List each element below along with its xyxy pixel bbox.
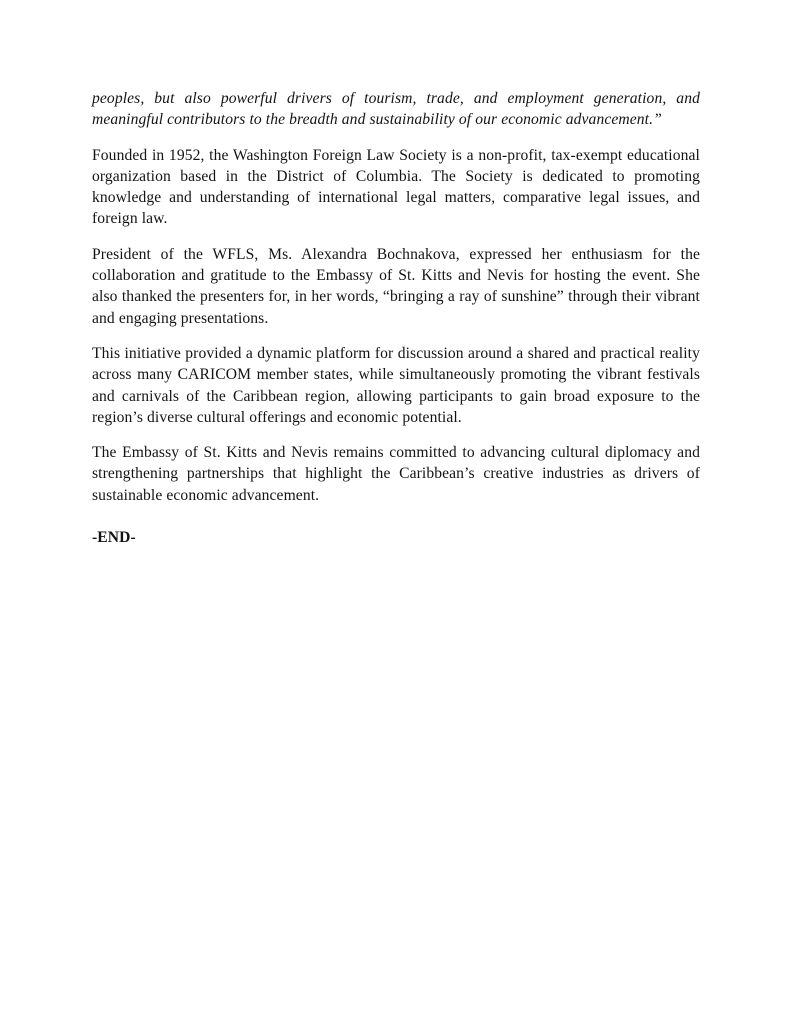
closing-commitment-paragraph: The Embassy of St. Kitts and Nevis remains committed to advancing cultural diplomacy and strengthening partnerships that highlight the Caribbean’s creative industries as drivers of sustainable economic advancement. xyxy=(92,444,700,504)
president-remarks-paragraph: President of the WFLS, Ms. Alexandra Bochnakova, expressed her enthusiasm for the collaboration and gratitude to the Embassy of St. Kitts and Nevis for hosting the event. She also thanked the presenters for, in her words, “bringing a ray of sunshine” through their vibrant and engaging presentations. xyxy=(92,245,700,327)
quote-continuation-paragraph: peoples, but also powerful drivers of tourism, trade, and employment generation, and meaningful contributors to the breadth and sustainability of our economic advancement.” xyxy=(92,90,700,129)
about-wfls-paragraph: Founded in 1952, the Washington Foreign Law Society is a non-profit, tax-exempt educational organization based in the District of Columbia. The Society is dedicated to promoting knowledge and understanding of international legal matters, comparative legal issues, and foreign law. xyxy=(92,146,700,228)
end-marker: -END- xyxy=(92,529,136,547)
initiative-summary-paragraph: This initiative provided a dynamic platform for discussion around a shared and practical reality across many CARICOM member states, while simultaneously promoting the vibrant festivals and carnivals of the Caribbean region, allowing participants to gain broad exposure to the region’s diverse cultural offerings and economic potential. xyxy=(92,344,700,426)
document-body xyxy=(92,88,700,562)
